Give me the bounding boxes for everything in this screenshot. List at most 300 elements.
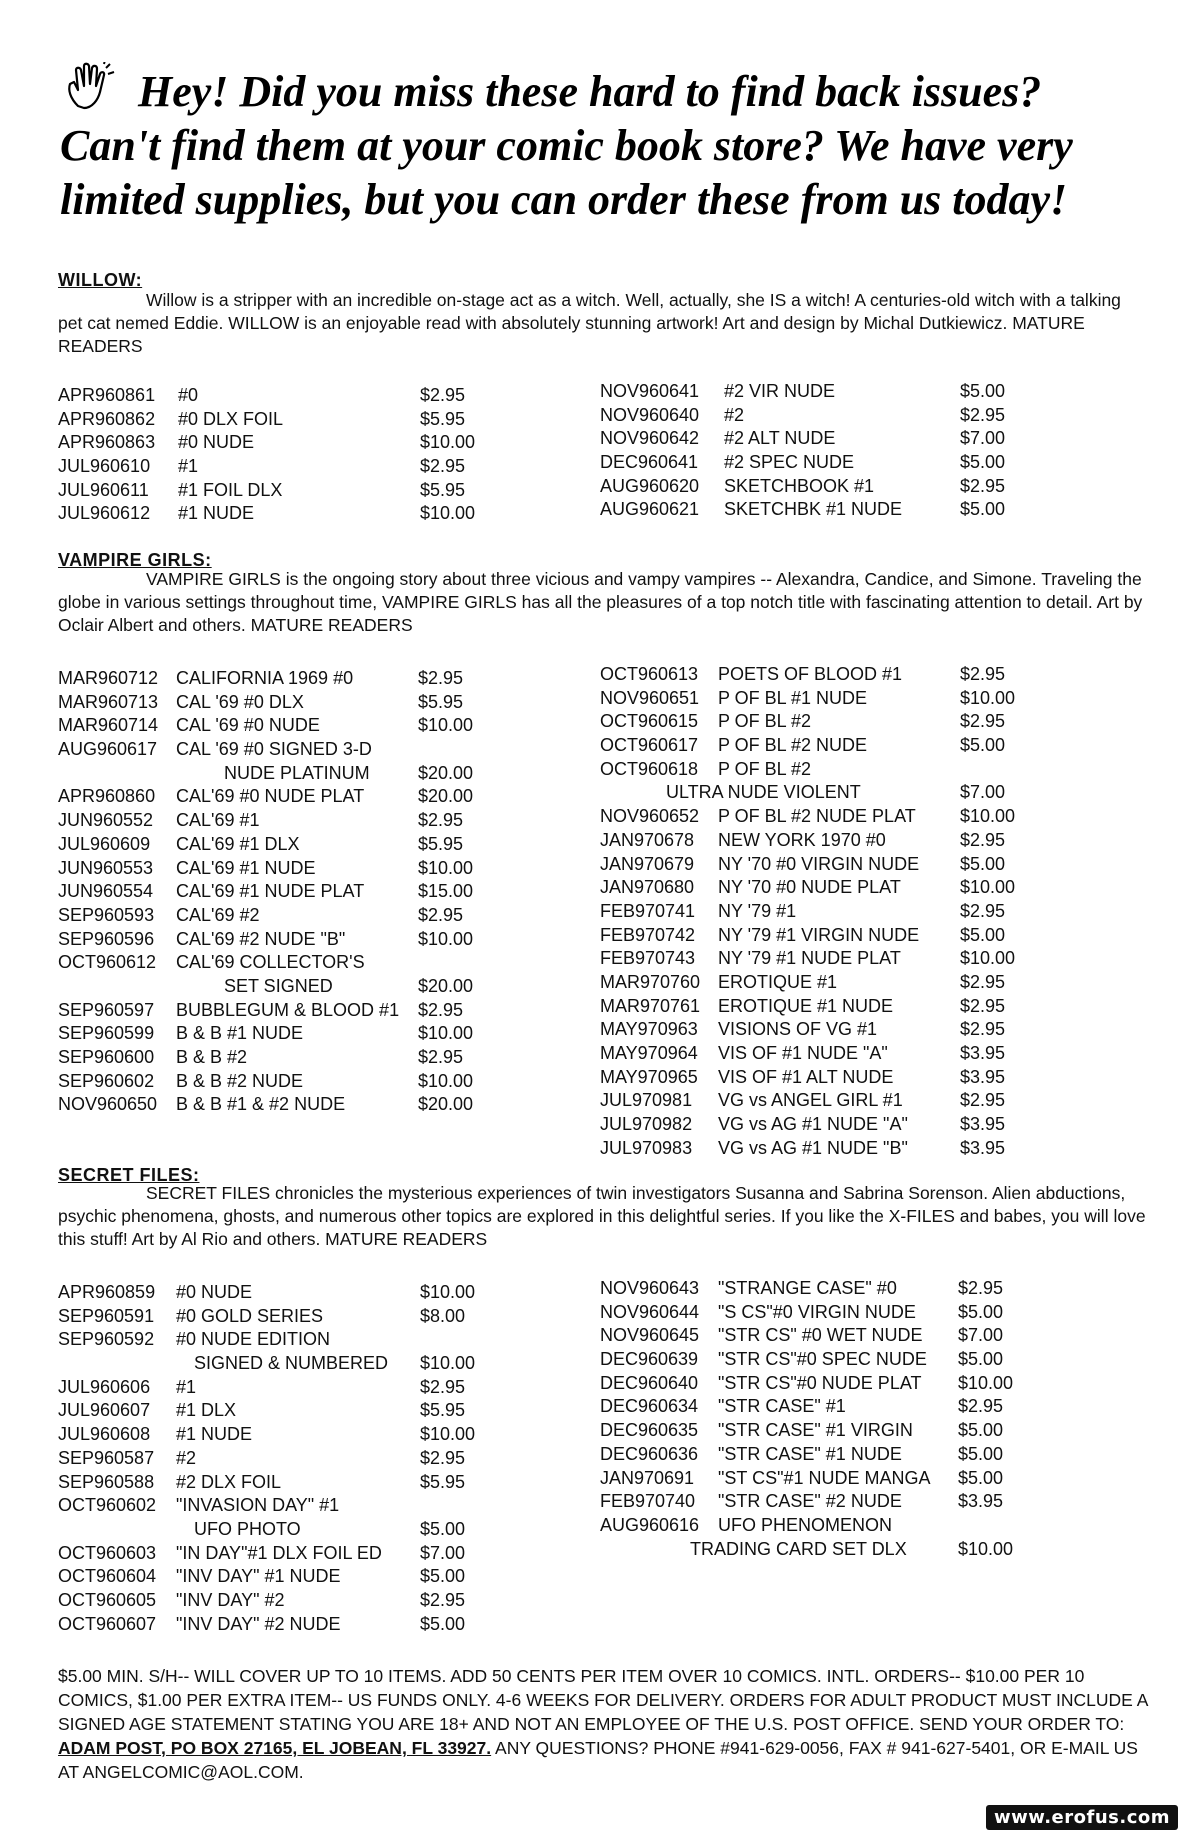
product-code: MAR960712 — [58, 668, 159, 688]
product-price: $10.00 — [960, 806, 1016, 827]
product-title: P OF BL #2 NUDE — [718, 735, 868, 756]
product-price: $3.95 — [960, 1043, 1006, 1063]
product-row — [600, 427, 1160, 451]
product-row — [58, 1613, 618, 1637]
product-title: #2 DLX FOIL — [176, 1471, 282, 1492]
secret-files-section-title: SECRET FILES: — [58, 1165, 200, 1185]
willow-list-right — [600, 380, 1160, 522]
product-row — [600, 1395, 1160, 1419]
product-row — [600, 947, 1160, 971]
product-row — [58, 1471, 618, 1495]
product-title: CALIFORNIA 1969 #0 — [176, 668, 354, 688]
product-title: P OF BL #2 — [718, 711, 812, 732]
product-title: CAL'69 COLLECTOR'S — [176, 952, 365, 973]
product-title: "STRANGE CASE" #0 — [718, 1278, 897, 1298]
vampire-girls-description — [58, 568, 1148, 637]
product-price: $10.00 — [420, 1353, 476, 1374]
product-row — [58, 904, 618, 928]
product-price: $10.00 — [420, 503, 476, 524]
product-title: VG vs AG #1 NUDE "A" — [718, 1114, 908, 1135]
product-row — [600, 900, 1160, 924]
product-code: MAR960713 — [58, 691, 159, 712]
headline-text-1: Hey! Did you miss these hard to find back issues? — [138, 67, 1042, 116]
product-row — [58, 928, 618, 952]
product-code: MAR970760 — [600, 971, 701, 992]
product-row — [600, 1042, 1160, 1066]
product-row — [58, 667, 618, 691]
product-price: $8.00 — [420, 1305, 466, 1326]
vampire-girls-description-text: VAMPIRE GIRLS is the ongoing story about three vicious and vampy vampires -- Alexandra, Candice, and Simone. Traveling the globe in various settings throughout time, VAMPIRE GIRLS has all the pleasures of a top notch title with fascinating attention to detail. Art by Oclair Albert and others. MATURE READERS — [58, 569, 1143, 635]
product-row — [600, 971, 1160, 995]
product-title: VISIONS OF VG #1 — [718, 1019, 878, 1040]
product-price: $10.00 — [418, 715, 474, 736]
product-code: SEP960597 — [58, 999, 155, 1020]
product-code: JUN960554 — [58, 881, 154, 902]
product-price: $2.95 — [960, 711, 1006, 732]
product-code: OCT960615 — [600, 711, 699, 732]
product-title: #1 FOIL DLX — [178, 479, 283, 500]
product-code: APR960863 — [58, 432, 156, 453]
product-price: $3.95 — [958, 1491, 1004, 1512]
product-title: CAL'69 #0 NUDE PLAT — [176, 786, 365, 807]
product-code: FEB970742 — [600, 924, 696, 945]
product-title: #2 — [176, 1447, 197, 1468]
product-price: $20.00 — [418, 762, 474, 783]
product-row — [58, 455, 618, 479]
product-title: CAL'69 #1 DLX — [176, 833, 300, 854]
product-price: $10.00 — [420, 432, 476, 453]
product-row — [58, 1447, 618, 1471]
product-title: BUBBLEGUM & BLOOD #1 — [176, 999, 400, 1020]
product-row — [600, 1277, 1160, 1301]
product-price: $5.00 — [960, 853, 1006, 874]
product-code: JAN970679 — [600, 853, 695, 874]
product-code: SEP960600 — [58, 1047, 155, 1067]
product-title: P OF BL #2 — [718, 758, 812, 779]
product-code: JUL960609 — [58, 833, 151, 854]
product-code: DEC960641 — [600, 452, 699, 473]
product-code: JUL960608 — [58, 1424, 151, 1445]
product-row — [600, 1372, 1160, 1396]
product-price: $5.95 — [420, 1400, 466, 1421]
product-price: $5.00 — [960, 735, 1006, 756]
product-price: $7.00 — [420, 1542, 466, 1563]
product-title: VG vs AG #1 NUDE "B" — [718, 1137, 908, 1158]
product-price: $10.00 — [418, 928, 474, 949]
product-code: DEC960639 — [600, 1349, 699, 1370]
product-row — [58, 1423, 618, 1447]
headline-line-1 — [60, 62, 1150, 119]
product-row — [58, 1518, 618, 1542]
product-row — [58, 1399, 618, 1423]
product-title: CAL'69 #1 NUDE PLAT — [176, 881, 365, 902]
product-row — [600, 1538, 1160, 1562]
product-code: MAY970963 — [600, 1019, 698, 1040]
product-code: FEB970743 — [600, 948, 696, 969]
product-price: $2.95 — [420, 1589, 466, 1610]
willow-description-text: Willow is a stripper with an incredible on-stage act as a witch. Well, actually, she IS a witch! A centuries-old witch with a talking pet cat nemed Eddie. WILLOW is an enjoyable read with absolutely stunning artwork! Art and design by Michal Dutkiewicz. MATURE READERS — [58, 290, 1121, 356]
product-row — [600, 924, 1160, 948]
product-row — [600, 451, 1160, 475]
product-code: MAR960714 — [58, 715, 159, 736]
product-title: #0 NUDE — [178, 432, 255, 453]
product-code: AUG960617 — [58, 739, 158, 760]
product-price: $2.95 — [960, 829, 1006, 850]
secret-files-list-right — [600, 1277, 1160, 1561]
product-price: $10.00 — [418, 1023, 474, 1044]
product-title: CAL'69 #2 NUDE "B" — [176, 928, 346, 949]
product-row — [58, 1376, 618, 1400]
product-title: #0 NUDE EDITION — [176, 1329, 331, 1350]
product-price: $2.95 — [420, 456, 466, 477]
product-row — [58, 384, 618, 408]
product-price: $7.00 — [958, 1325, 1004, 1346]
vampire-girls-section-title: VAMPIRE GIRLS: — [58, 550, 212, 570]
product-code: FEB970740 — [600, 1491, 696, 1512]
product-title: "STR CASE" #1 VIRGIN — [718, 1420, 913, 1441]
product-price: $2.95 — [960, 1090, 1006, 1111]
product-price: $5.95 — [420, 1471, 466, 1492]
product-price: $10.00 — [958, 1538, 1014, 1559]
product-row — [58, 1352, 618, 1376]
product-code: OCT960613 — [600, 664, 699, 684]
product-price: $7.00 — [960, 428, 1006, 449]
product-row — [600, 1324, 1160, 1348]
product-code: JAN970680 — [600, 877, 695, 898]
mailing-address: ADAM POST, PO BOX 27165, EL JOBEAN, FL 33927. — [58, 1738, 492, 1758]
product-title: #2 ALT NUDE — [724, 428, 836, 449]
product-price: $5.00 — [958, 1443, 1004, 1464]
product-row — [600, 876, 1160, 900]
product-row — [600, 1490, 1160, 1514]
product-price: $2.95 — [418, 904, 464, 925]
product-code: JUL970982 — [600, 1114, 693, 1135]
secret-files-list-left — [58, 1281, 618, 1636]
secret-files-description-text: SECRET FILES chronicles the mysterious experiences of twin investigators Susanna and Sabrina Sorenson. Alien abductions, psychic phenomena, ghosts, and numerous other topics are explored in this delightful series. If you like the X-FILES and babes, you will love this stuff! Art by Al Rio and others. MATURE READERS — [58, 1183, 1146, 1249]
product-title: NUDE PLATINUM — [224, 762, 370, 783]
product-title: "STR CS"#0 SPEC NUDE — [718, 1349, 927, 1370]
headline-line-3: limited supplies, but you can order these from us today! — [60, 175, 1068, 224]
product-code: OCT960617 — [600, 735, 699, 756]
product-code: JUL960611 — [58, 479, 149, 500]
product-row — [58, 857, 618, 881]
product-title: #0 DLX FOIL — [178, 408, 284, 429]
product-title: CAL'69 #2 — [176, 904, 260, 925]
product-title: "S CS"#0 VIRGIN NUDE — [718, 1301, 916, 1322]
order-contact-text: ANY QUESTIONS? PHONE #941-629-0056, FAX # 941-627-5401, OR E-MAIL US AT ANGELCOMIC@AOL.COM. — [58, 1738, 1138, 1782]
product-row — [58, 833, 618, 857]
product-title: POETS OF BLOOD #1 — [718, 664, 903, 684]
product-price: $2.95 — [960, 664, 1006, 684]
product-code: FEB970741 — [600, 900, 696, 921]
product-title: #1 — [176, 1376, 197, 1397]
product-code: NOV960642 — [600, 428, 700, 449]
product-price: $5.00 — [960, 452, 1006, 473]
product-row — [58, 1070, 618, 1094]
product-code: OCT960602 — [58, 1495, 157, 1516]
willow-description — [58, 289, 1148, 358]
product-row — [600, 805, 1160, 829]
product-title: EROTIQUE #1 NUDE — [718, 995, 894, 1016]
product-price: $7.00 — [960, 782, 1006, 803]
product-price: $2.95 — [420, 385, 466, 405]
product-code: JAN970691 — [600, 1467, 695, 1488]
product-price: $5.95 — [418, 833, 464, 854]
product-price: $5.00 — [420, 1566, 466, 1587]
product-row — [58, 502, 618, 526]
product-price: $5.00 — [420, 1613, 466, 1634]
product-row — [600, 1137, 1160, 1161]
product-price: $10.00 — [960, 948, 1016, 969]
product-title: NY '79 #1 NUDE PLAT — [718, 948, 901, 969]
product-code: DEC960640 — [600, 1372, 699, 1393]
product-row — [600, 758, 1160, 782]
product-price: $2.95 — [418, 668, 464, 688]
product-code: JUL960606 — [58, 1376, 151, 1397]
product-code: NOV960643 — [600, 1278, 700, 1298]
product-price: $10.00 — [958, 1372, 1014, 1393]
product-price: $10.00 — [418, 857, 474, 878]
product-title: B & B #2 NUDE — [176, 1070, 304, 1091]
product-price: $5.95 — [420, 408, 466, 429]
product-row — [58, 1305, 618, 1329]
product-title: SET SIGNED — [224, 975, 333, 996]
product-row — [600, 498, 1160, 522]
product-code: JUN960553 — [58, 857, 154, 878]
product-title: CAL '69 #0 SIGNED 3-D — [176, 739, 372, 760]
product-row — [58, 479, 618, 503]
product-row — [58, 1589, 618, 1613]
product-code: OCT960612 — [58, 952, 157, 973]
product-code: JUL970983 — [600, 1137, 693, 1158]
product-title: "INV DAY" #2 NUDE — [176, 1613, 341, 1634]
product-price: $5.00 — [420, 1518, 466, 1539]
product-price: $2.95 — [420, 1447, 466, 1468]
product-price: $5.00 — [958, 1301, 1004, 1322]
product-row — [600, 1514, 1160, 1538]
product-code: AUG960620 — [600, 475, 700, 496]
product-price: $5.95 — [418, 691, 464, 712]
product-row — [58, 951, 618, 975]
product-title: NEW YORK 1970 #0 — [718, 829, 886, 850]
product-title: UFO PHENOMENON — [718, 1514, 893, 1535]
product-row — [58, 999, 618, 1023]
product-title: "INVASION DAY" #1 — [176, 1495, 340, 1516]
willow-list-left — [58, 384, 618, 526]
product-row — [600, 1443, 1160, 1467]
product-code: APR960861 — [58, 385, 156, 405]
product-row — [58, 809, 618, 833]
product-title: CAL'69 #1 — [176, 810, 260, 831]
product-price: $3.95 — [960, 1066, 1006, 1087]
product-code: OCT960607 — [58, 1613, 157, 1634]
product-code: SEP960599 — [58, 1023, 155, 1044]
product-code: SEP960596 — [58, 928, 155, 949]
product-code: NOV960652 — [600, 806, 700, 827]
product-price: $10.00 — [960, 877, 1016, 898]
product-code: APR960862 — [58, 408, 156, 429]
product-code: SEP960602 — [58, 1070, 155, 1091]
waving-hand-icon — [60, 62, 124, 110]
product-code: AUG960616 — [600, 1514, 700, 1535]
product-price: $2.95 — [958, 1396, 1004, 1417]
order-instructions — [58, 1664, 1158, 1784]
product-row — [600, 734, 1160, 758]
product-title: B & B #1 NUDE — [176, 1023, 304, 1044]
product-title: VG vs ANGEL GIRL #1 — [718, 1090, 903, 1111]
product-code: DEC960635 — [600, 1420, 699, 1441]
product-code: NOV960645 — [600, 1325, 700, 1346]
product-price: $2.95 — [960, 475, 1006, 496]
headline-line-2: Can't find them at your comic book store? We have very — [60, 121, 1073, 170]
product-code: SEP960593 — [58, 904, 155, 925]
product-row — [600, 1467, 1160, 1491]
product-row — [600, 853, 1160, 877]
product-row — [58, 691, 618, 715]
product-title: #2 VIR NUDE — [724, 381, 836, 401]
secret-files-description — [58, 1182, 1148, 1251]
product-code: MAR970761 — [600, 995, 701, 1016]
product-row — [58, 1093, 618, 1117]
product-title: SKETCHBK #1 NUDE — [724, 499, 903, 520]
product-title: P OF BL #2 NUDE PLAT — [718, 806, 916, 827]
product-row — [600, 1018, 1160, 1042]
product-code: OCT960604 — [58, 1566, 157, 1587]
product-code: NOV960641 — [600, 381, 700, 401]
product-title: TRADING CARD SET DLX — [690, 1538, 907, 1559]
product-price: $2.95 — [418, 999, 464, 1020]
product-row — [58, 762, 618, 786]
vampire-girls-list-left — [58, 667, 618, 1117]
product-title: "STR CASE" #2 NUDE — [718, 1491, 902, 1512]
product-price: $10.00 — [420, 1424, 476, 1445]
product-title: "ST CS"#1 NUDE MANGA — [718, 1467, 931, 1488]
product-code: APR960859 — [58, 1282, 156, 1302]
product-title: "INV DAY" #2 — [176, 1589, 285, 1610]
product-row — [58, 880, 618, 904]
product-row — [600, 1113, 1160, 1137]
product-title: #0 GOLD SERIES — [176, 1305, 324, 1326]
product-code: NOV960651 — [600, 687, 700, 708]
product-price: $3.95 — [960, 1114, 1006, 1135]
product-row — [58, 1046, 618, 1070]
product-title: "INV DAY" #1 NUDE — [176, 1566, 341, 1587]
product-row — [600, 1348, 1160, 1372]
product-row — [600, 995, 1160, 1019]
product-row — [600, 1301, 1160, 1325]
product-code: SEP960587 — [58, 1447, 155, 1468]
product-row — [58, 975, 618, 999]
product-price: $5.00 — [958, 1420, 1004, 1441]
product-code: SEP960588 — [58, 1471, 155, 1492]
product-code: JUL960607 — [58, 1400, 151, 1421]
product-row — [600, 1066, 1160, 1090]
product-row — [600, 663, 1160, 687]
product-row — [600, 781, 1160, 805]
product-title: VIS OF #1 NUDE "A" — [718, 1043, 888, 1063]
vampire-girls-list-right — [600, 663, 1160, 1160]
product-row — [600, 829, 1160, 853]
product-title: "STR CS" #0 WET NUDE — [718, 1325, 923, 1346]
product-code: NOV960640 — [600, 404, 700, 425]
product-price: $2.95 — [418, 1047, 464, 1067]
product-title: #1 NUDE — [178, 503, 255, 524]
product-title: "STR CASE" #1 — [718, 1396, 846, 1417]
product-title: "STR CS"#0 NUDE PLAT — [718, 1372, 922, 1393]
product-code: MAY970964 — [600, 1043, 698, 1063]
product-row — [600, 1089, 1160, 1113]
product-code: SEP960592 — [58, 1329, 155, 1350]
product-title: CAL'69 #1 NUDE — [176, 857, 316, 878]
product-row — [58, 738, 618, 762]
product-title: B & B #1 & #2 NUDE — [176, 1094, 346, 1115]
product-title: CAL '69 #0 NUDE — [176, 715, 320, 736]
product-price: $15.00 — [418, 881, 474, 902]
product-code: OCT960605 — [58, 1589, 157, 1610]
product-code: DEC960634 — [600, 1396, 699, 1417]
product-code: APR960860 — [58, 786, 156, 807]
product-code: OCT960618 — [600, 758, 699, 779]
order-instructions-text: $5.00 MIN. S/H-- WILL COVER UP TO 10 ITEMS. ADD 50 CENTS PER ITEM OVER 10 COMICS. INTL. ORDERS-- $10.00 PER 10 COMICS, $1.00 PER EXTRA ITEM-- US FUNDS ONLY. 4-6 WEEKS FOR DELIVERY. ORDERS FOR ADULT PRODUCT MUST INCLUDE A SIGNED AGE STATEMENT STATING YOU ARE 18+ AND NOT AN EMPLOYEE OF THE U.S. POST OFFICE. SEND YOUR ORDER TO: — [58, 1666, 1148, 1734]
product-price: $10.00 — [960, 687, 1016, 708]
product-row — [600, 710, 1160, 734]
product-title: SIGNED & NUMBERED — [194, 1353, 389, 1374]
product-price: $2.95 — [960, 404, 1006, 425]
product-title: #0 NUDE — [176, 1282, 253, 1302]
product-row — [58, 1281, 618, 1305]
product-title: NY '70 #0 NUDE PLAT — [718, 877, 901, 898]
product-row — [600, 475, 1160, 499]
product-title: #1 DLX — [176, 1400, 237, 1421]
product-row — [600, 687, 1160, 711]
product-title: B & B #2 — [176, 1047, 248, 1067]
product-row — [58, 1565, 618, 1589]
product-row — [58, 1542, 618, 1566]
product-price: $5.00 — [960, 381, 1006, 401]
product-price: $10.00 — [418, 1070, 474, 1091]
product-code: JAN970678 — [600, 829, 695, 850]
product-price: $3.95 — [960, 1137, 1006, 1158]
product-code: OCT960603 — [58, 1542, 157, 1563]
product-row — [600, 380, 1160, 404]
product-title: "IN DAY"#1 DLX FOIL ED — [176, 1542, 382, 1563]
watermark: www.erofus.com — [986, 1805, 1178, 1830]
product-price: $10.00 — [420, 1282, 476, 1302]
product-title: "STR CASE" #1 NUDE — [718, 1443, 902, 1464]
product-row — [58, 408, 618, 432]
product-row — [58, 1022, 618, 1046]
product-title: #0 — [178, 385, 199, 405]
product-code: DEC960636 — [600, 1443, 699, 1464]
product-title: SKETCHBOOK #1 — [724, 475, 875, 496]
product-title: P OF BL #1 NUDE — [718, 687, 868, 708]
product-price: $2.95 — [420, 1376, 466, 1397]
product-price: $2.95 — [960, 900, 1006, 921]
product-row — [600, 1419, 1160, 1443]
product-code: SEP960591 — [58, 1305, 155, 1326]
product-code: AUG960621 — [600, 499, 700, 520]
product-code: JUN960552 — [58, 810, 154, 831]
product-code: NOV960644 — [600, 1301, 700, 1322]
product-title: EROTIQUE #1 — [718, 971, 838, 992]
product-price: $2.95 — [958, 1278, 1004, 1298]
product-title: #1 NUDE — [176, 1424, 253, 1445]
product-title: #2 SPEC NUDE — [724, 452, 855, 473]
product-code: NOV960650 — [58, 1094, 158, 1115]
product-row — [58, 1494, 618, 1518]
product-row — [600, 404, 1160, 428]
product-title: ULTRA NUDE VIOLENT — [666, 782, 861, 803]
